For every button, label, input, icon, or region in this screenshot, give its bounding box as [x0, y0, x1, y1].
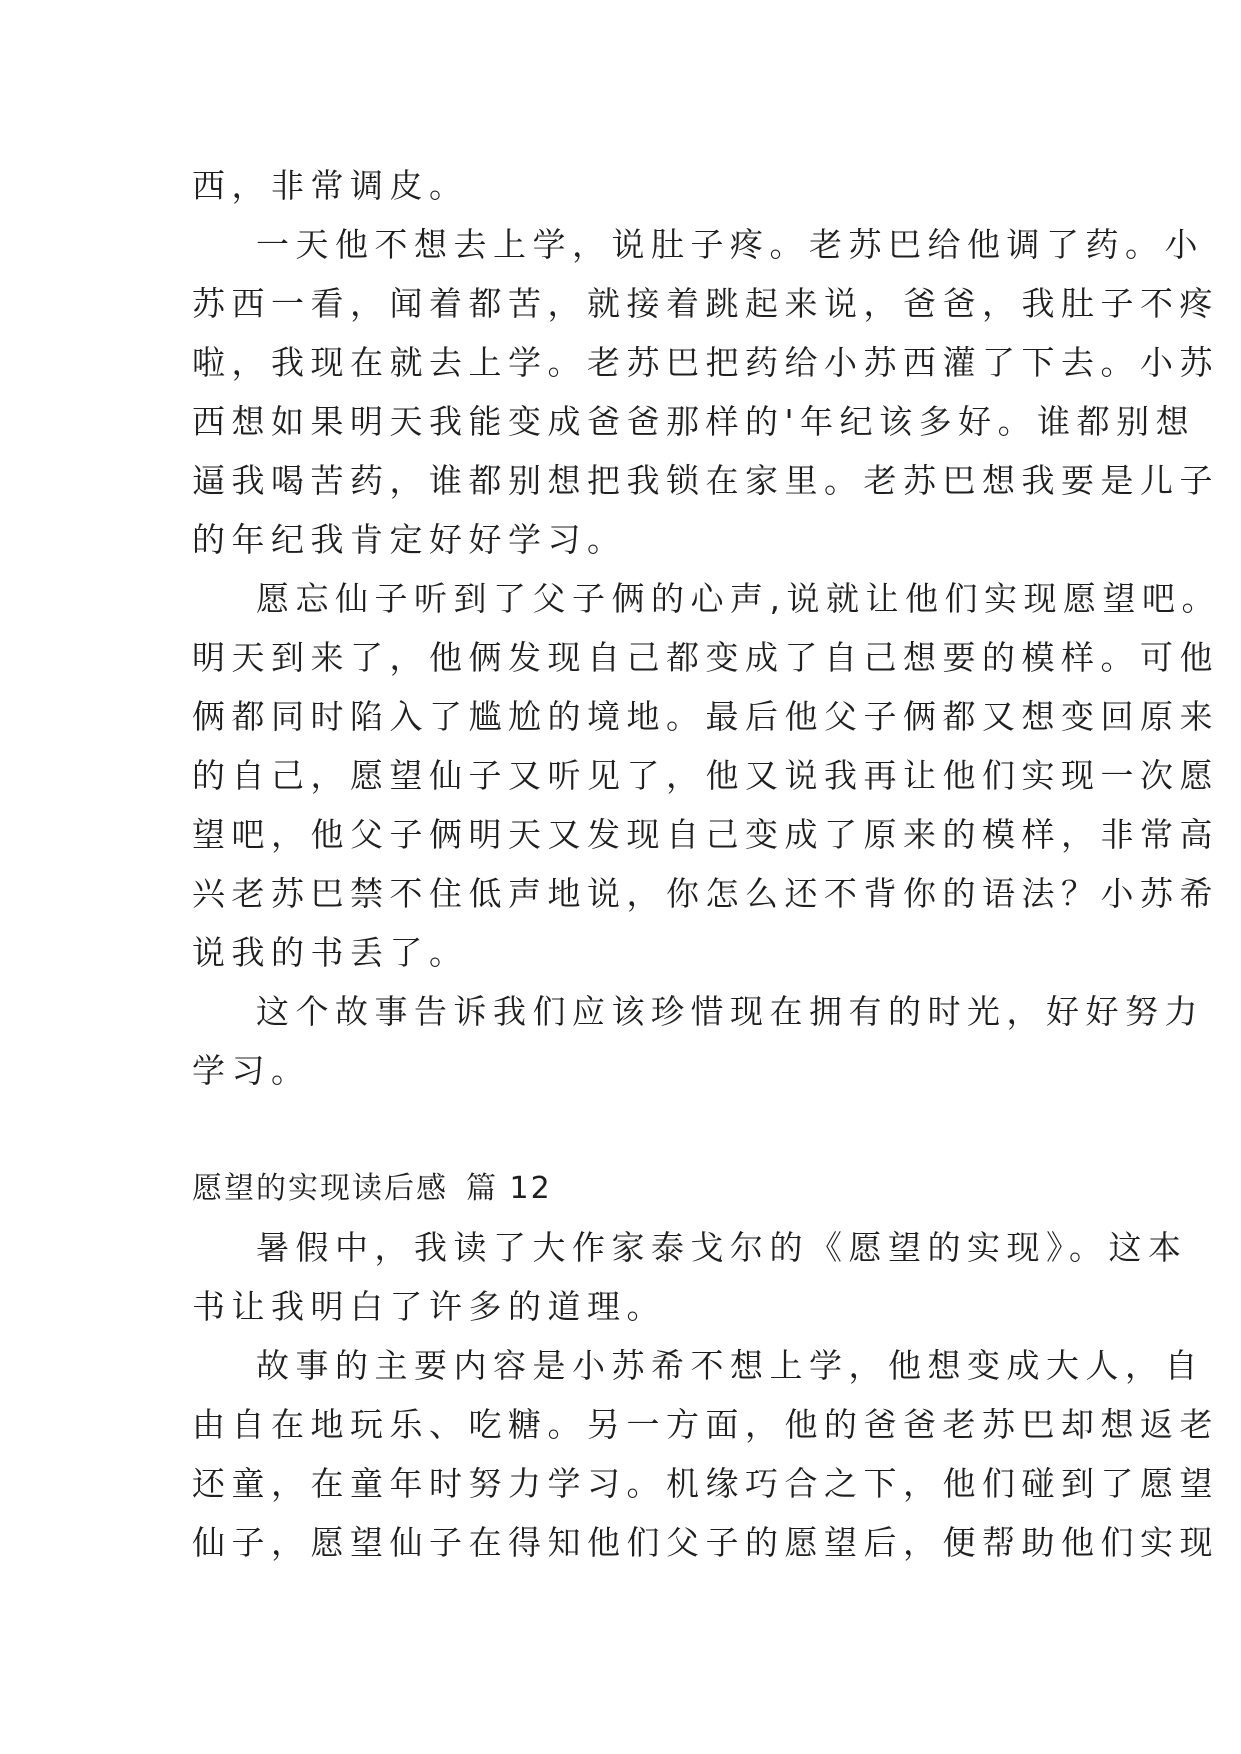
text-line: 苏西一看，闻着都苦，就接着跳起来说，爸爸，我肚子不疼: [192, 284, 1219, 323]
paragraph-start-line: 一天他不想去上学，说肚子疼。老苏巴给他调了药。小: [256, 225, 1204, 264]
text-line: 仙子，愿望仙子在得知他们父子的愿望后，便帮助他们实现: [192, 1523, 1219, 1562]
text-line: 兴老苏巴禁不住低声地说，你怎么还不背你的语法？小苏希: [192, 874, 1219, 913]
paragraph-start-line: 故事的主要内容是小苏希不想上学，他想变成大人，自: [256, 1346, 1204, 1385]
text-line: 逼我喝苦药，谁都别想把我锁在家里。老苏巴想我要是儿子: [192, 461, 1219, 500]
text-line: 俩都同时陷入了尴尬的境地。最后他父子俩都又想变回原来: [192, 697, 1219, 736]
text-line: 西，非常调皮。: [192, 166, 469, 205]
section-number: 篇 12: [466, 1171, 552, 1206]
document-body: [192, 156, 1221, 1572]
text-line: 明天到来了，他俩发现自己都变成了自己想要的模样。可他: [192, 638, 1219, 677]
text-line: 的年纪我肯定好好学习。: [192, 520, 627, 559]
text-line: 西想如果明天我能变成爸爸那样的'年纪该多好。谁都别想: [192, 402, 1196, 441]
text-line: 说我的书丢了。: [192, 933, 469, 972]
section-heading: [192, 1159, 1052, 1218]
text-line: 啦，我现在就去上学。老苏巴把药给小苏西灌了下去。小苏: [192, 343, 1219, 382]
text-line: 学习。: [192, 1051, 311, 1090]
text-line: 书让我明白了许多的道理。: [192, 1287, 666, 1326]
text-line: 望吧，他父子俩明天又发现自己变成了原来的模样，非常高: [192, 815, 1219, 854]
text-line: 由自在地玩乐、吃糖。另一方面，他的爸爸老苏巴却想返老: [192, 1405, 1219, 1444]
section-title: 愿望的实现读后感: [192, 1171, 448, 1206]
paragraph-start-line: 愿忘仙子听到了父子俩的心声,说就让他们实现愿望吧。: [256, 579, 1221, 618]
text-line: 的自己，愿望仙子又听见了，他又说我再让他们实现一次愿: [192, 756, 1219, 795]
paragraph-start-line: 这个故事告诉我们应该珍惜现在拥有的时光，好好努力: [256, 992, 1204, 1031]
paragraph-start-line: 暑假中，我读了大作家泰戈尔的《愿望的实现》。这本: [256, 1228, 1188, 1267]
text-line: 还童，在童年时努力学习。机缘巧合之下，他们碰到了愿望: [192, 1464, 1219, 1503]
